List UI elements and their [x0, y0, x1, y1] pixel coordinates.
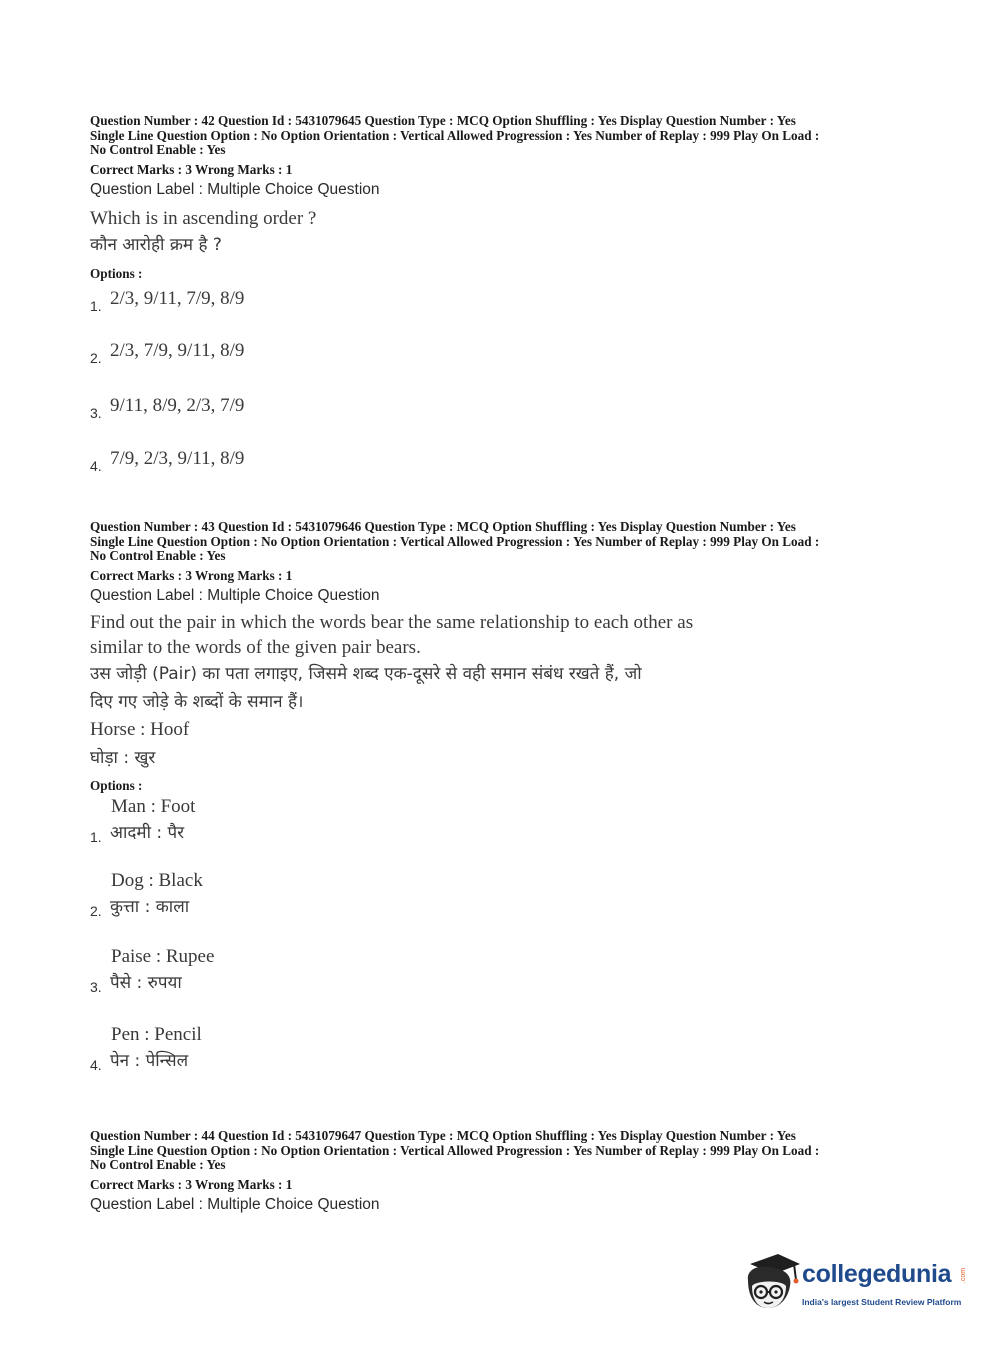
option-4[interactable] [90, 1022, 202, 1074]
option-2[interactable] [90, 339, 245, 366]
question-meta: Question Number : 44 Question Id : 5431079647 Question Type : MCQ Option Shuffling : Yes Display Question Number : Yes Single Line Question Option : No Option Orientation : Vertical Allowed Progression : Yes Number of Replay : 999 Play On Load : No Control Enable : Yes [90, 1128, 820, 1173]
option-value-hi: पैसे : रुपया [110, 972, 182, 993]
option-row [90, 894, 203, 920]
question-marks: Correct Marks : 3 Wrong Marks : 1 [90, 161, 293, 177]
option-value-en: Paise : Rupee [111, 945, 215, 967]
question-text-en-line-1: Find out the pair in which the words bear the same relationship to each other as [90, 611, 694, 633]
question-marks: Correct Marks : 3 Wrong Marks : 1 [90, 567, 293, 583]
options-list [90, 282, 920, 482]
option-3[interactable] [90, 394, 245, 421]
question-meta: Question Number : 42 Question Id : 5431079645 Question Type : MCQ Option Shuffling : Yes Display Question Number : Yes Single Line Question Option : No Option Orientation : Vertical Allowed Progression : Yes Number of Replay : 999 Play On Load : No Control Enable : Yes [90, 113, 820, 158]
given-pair-en: Horse : Hoof [90, 718, 190, 740]
question-marks: Correct Marks : 3 Wrong Marks : 1 [90, 1176, 293, 1192]
option-2[interactable] [90, 868, 203, 920]
question-label: Question Label : Multiple Choice Question [90, 1195, 380, 1213]
question-44 [90, 1129, 920, 1215]
option-value-hi: आदमी : पैर [110, 822, 185, 843]
option-value-en: Dog : Black [111, 869, 203, 891]
option-1[interactable] [90, 287, 245, 314]
option-3[interactable] [90, 944, 214, 996]
logo-domain-suffix: .com [960, 1267, 968, 1284]
option-number: 4. [90, 1056, 102, 1073]
option-4[interactable] [90, 447, 245, 474]
option-number: 2. [90, 902, 102, 919]
option-value: 2/3, 7/9, 9/11, 8/9 [110, 339, 245, 361]
option-value-en: Pen : Pencil [111, 1023, 202, 1045]
collegedunia-logo[interactable] [742, 1250, 972, 1320]
question-label: Question Label : Multiple Choice Question [90, 586, 380, 604]
options-list [90, 794, 920, 1094]
question-label: Question Label : Multiple Choice Question [90, 180, 380, 198]
question-text-en-line-2: similar to the words of the given pair bears. [90, 636, 421, 658]
mascot-icon [742, 1250, 802, 1320]
option-number: 3. [90, 978, 102, 995]
option-row [90, 820, 195, 846]
option-row [90, 970, 214, 996]
question-42 [90, 114, 920, 482]
option-number: 1. [90, 828, 102, 845]
option-value: 9/11, 8/9, 2/3, 7/9 [110, 394, 245, 416]
option-value: 2/3, 9/11, 7/9, 8/9 [110, 287, 245, 309]
options-heading: Options : [90, 265, 143, 281]
option-value-hi: कुत्ता : काला [110, 896, 190, 917]
option-number: 3. [90, 404, 102, 421]
option-value-en: Man : Foot [111, 795, 196, 817]
question-text-hi-line-1: उस जोड़ी (Pair) का पता लगाइए, जिसमे शब्द एक-दूसरे से वही समान संबंध रखते हैं, जो [90, 663, 642, 684]
question-text-hi: कौन आरोही क्रम है ? [90, 234, 222, 255]
given-pair-hi: घोड़ा : खुर [90, 747, 156, 768]
question-text-en: Which is in ascending order ? [90, 207, 317, 229]
question-43 [90, 520, 920, 1094]
option-value: 7/9, 2/3, 9/11, 8/9 [110, 447, 245, 469]
option-number: 1. [90, 297, 102, 314]
option-row [90, 1048, 202, 1074]
options-heading: Options : [90, 777, 143, 793]
option-number: 2. [90, 349, 102, 366]
logo-tagline: India's largest Student Review Platform [802, 1297, 962, 1307]
option-value-hi: पेन : पेन्सिल [110, 1050, 189, 1071]
option-1[interactable] [90, 794, 195, 846]
question-meta: Question Number : 43 Question Id : 5431079646 Question Type : MCQ Option Shuffling : Yes Display Question Number : Yes Single Line Question Option : No Option Orientation : Vertical Allowed Progression : Yes Number of Replay : 999 Play On Load : No Control Enable : Yes [90, 519, 820, 564]
question-text-hi-line-2: दिए गए जोड़े के शब्दों के समान हैं। [90, 691, 304, 712]
option-number: 4. [90, 457, 102, 474]
logo-wordmark: collegedunia [802, 1260, 952, 1288]
